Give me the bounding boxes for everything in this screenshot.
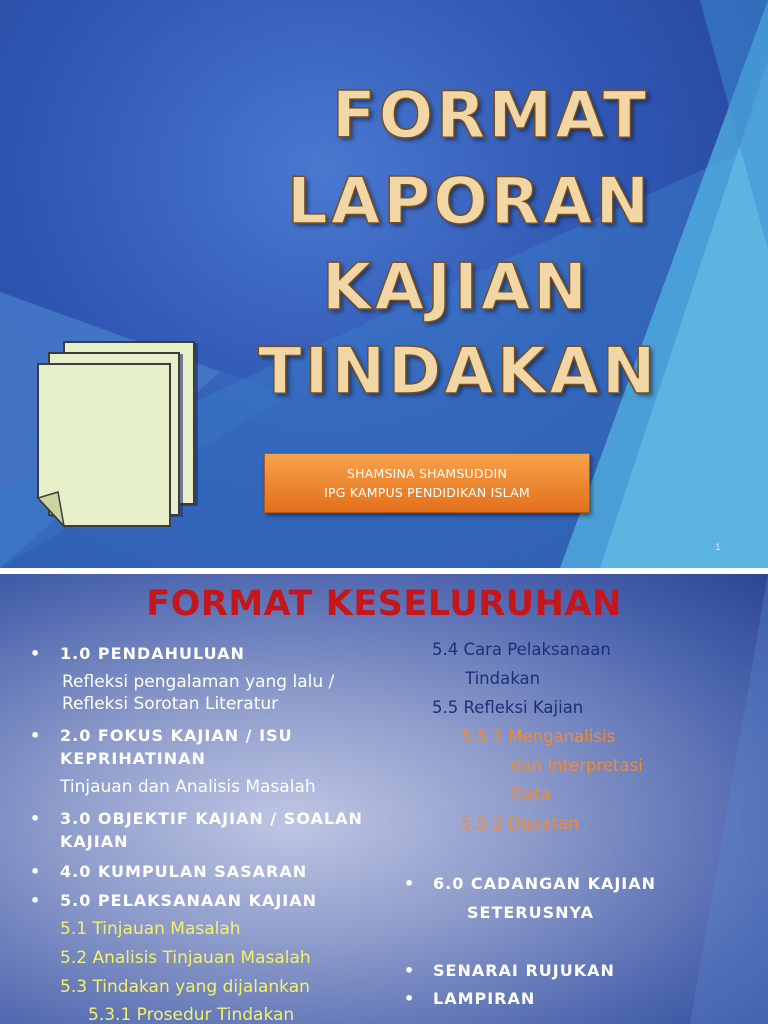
section-heading-6-cont: SETERUSNYA — [467, 903, 594, 922]
sub-subsection-item: 5.5.1 Menganalisis — [461, 727, 616, 746]
bullet: • — [404, 874, 415, 893]
subsection-item: 5.3 Tindakan yang dijalankan — [60, 977, 310, 997]
section-heading-6: 6.0 CADANGAN KAJIAN — [433, 874, 657, 893]
section-heading-1: 1.0 PENDAHULUAN — [60, 644, 245, 663]
author-organization: IPG KAMPUS PENDIDIKAN ISLAM — [324, 485, 530, 500]
subsection-item: 5.1 Tinjauan Masalah — [60, 919, 241, 939]
section-heading-2-cont: KEPRIHATINAN — [60, 749, 206, 768]
slide-title: FORMAT KESELURUHAN — [146, 584, 622, 624]
sub-subsection-item-cont: Data — [511, 785, 551, 804]
slide-number: 1 — [715, 543, 721, 553]
references-heading: SENARAI RUJUKAN — [433, 961, 615, 980]
outline-slide — [0, 574, 768, 1024]
bullet: • — [30, 644, 41, 663]
presentation-title — [0, 0, 768, 460]
title-line: LAPORAN — [287, 165, 652, 239]
section-sub-text: Tinjauan dan Analisis Masalah — [60, 777, 316, 797]
section-heading-5: 5.0 PELAKSANAAN KAJIAN — [60, 891, 318, 910]
section-heading-2: 2.0 FOKUS KAJIAN / ISU — [60, 726, 293, 745]
title-line: KAJIAN — [322, 251, 590, 325]
subsection-item: 5.5 Refleksi Kajian — [432, 698, 584, 717]
section-sub-text: Refleksi Sorotan Literatur — [62, 694, 279, 714]
subsection-item: 5.3.1 Prosedur Tindakan — [88, 1005, 295, 1024]
bullet: • — [30, 809, 41, 828]
title-line: FORMAT — [332, 79, 650, 153]
section-heading-3-cont: KAJIAN — [60, 832, 129, 851]
bullet: • — [404, 961, 415, 980]
section-sub-text: Refleksi pengalaman yang lalu / — [62, 672, 335, 692]
bullet: • — [30, 891, 41, 910]
bullet: • — [30, 862, 41, 881]
bullet: • — [30, 726, 41, 745]
author-name: SHAMSINA SHAMSUDDIN — [346, 466, 507, 481]
section-heading-4: 4.0 KUMPULAN SASARAN — [60, 862, 308, 881]
appendix-heading: LAMPIRAN — [433, 989, 536, 1008]
sub-subsection-item: 5.5.2 Dapatan — [461, 814, 579, 833]
subsection-item: 5.4 Cara Pelaksanaan — [432, 640, 611, 659]
sub-subsection-item-cont: dan Interpretasi — [511, 756, 643, 775]
author-box — [264, 453, 590, 513]
title-line: TINDAKAN — [258, 335, 659, 409]
bullet: • — [404, 989, 415, 1008]
section-heading-3: 3.0 OBJEKTIF KAJIAN / SOALAN — [60, 809, 363, 828]
subsection-item: 5.2 Analisis Tinjauan Masalah — [60, 948, 311, 968]
subsection-item-cont: Tindakan — [465, 669, 541, 688]
